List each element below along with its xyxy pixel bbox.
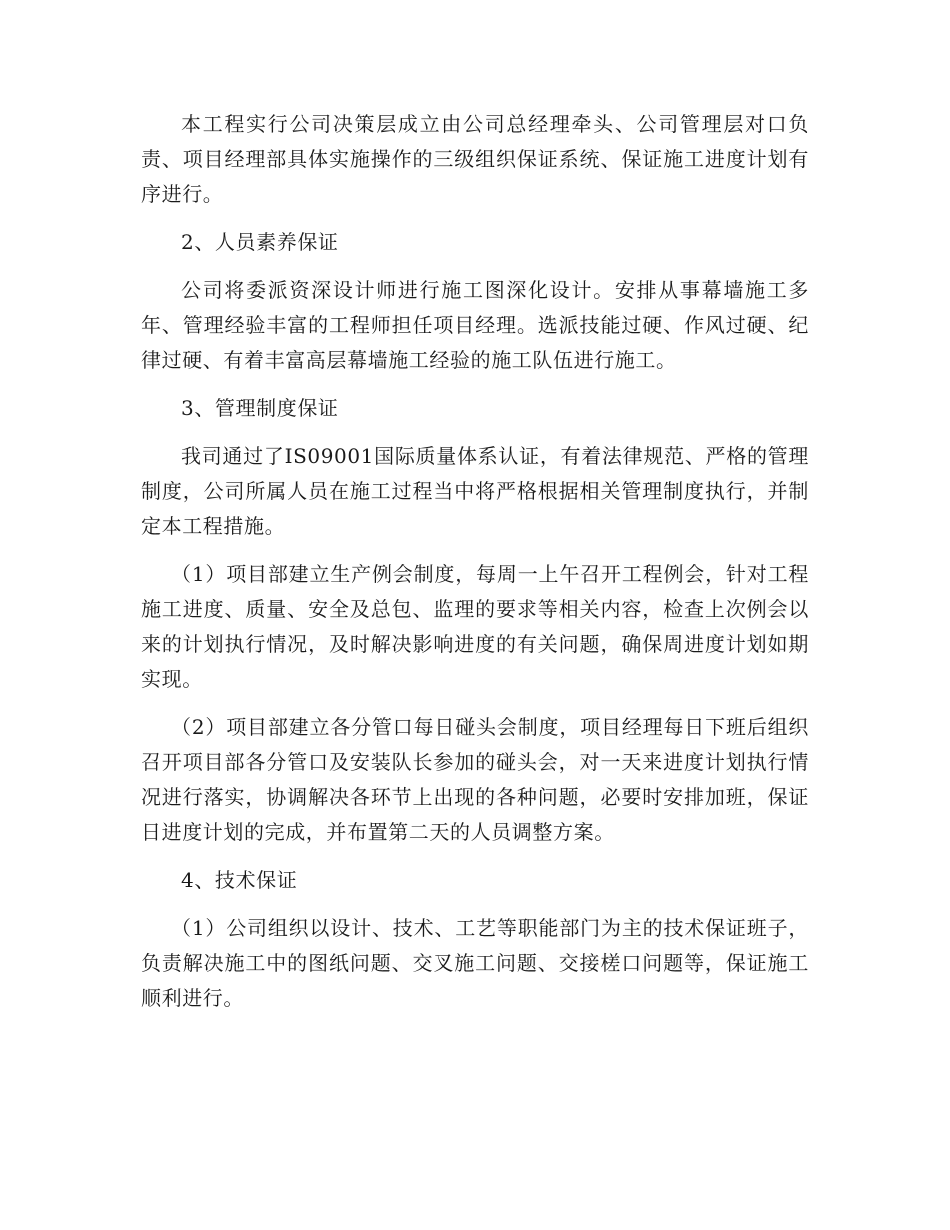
paragraph-management-system: 我司通过了IS09001国际质量体系认证，有着法律规范、严格的管理制度，公司所属人员在施工过程当中将严格根据相关管理制度执行，并制定本工程措施。 — [141, 444, 809, 538]
document-body — [141, 107, 809, 1029]
heading-personnel-quality: 2、人员素养保证 — [181, 230, 339, 254]
heading-technical-guarantee: 4、技术保证 — [181, 868, 298, 892]
list-item-daily-meeting: （2）项目部建立各分管口每日碰头会制度，项目经理每日下班后组织召开项目部各分管口及安装队长参加的碰头会，对一天来进度计划执行情况进行落实，协调解决各环节上出现的各种问题，必要时安排加班，保证日进度计划的完成，并布置第二天的人员调整方案。 — [141, 715, 809, 844]
list-item-technical-team: （1）公司组织以设计、技术、工艺等职能部门为主的技术保证班子，负责解决施工中的图纸问题、交叉施工问题、交接槎口问题等，保证施工顺利进行。 — [141, 916, 809, 1010]
heading-management-system: 3、管理制度保证 — [181, 396, 339, 420]
list-item-production-meeting: （1）项目部建立生产例会制度，每周一上午召开工程例会，针对工程施工进度、质量、安全及总包、监理的要求等相关内容，检查上次例会以来的计划执行情况，及时解决影响进度的有关问题，确保周进度计划如期实现。 — [141, 562, 809, 691]
paragraph-organization-guarantee: 本工程实行公司决策层成立由公司总经理牵头、公司管理层对口负责、项目经理部具体实施操作的三级组织保证系统、保证施工进度计划有序进行。 — [141, 112, 809, 206]
paragraph-personnel-quality: 公司将委派资深设计师进行施工图深化设计。安排从事幕墙施工多年、管理经验丰富的工程师担任项目经理。选派技能过硬、作风过硬、纪律过硬、有着丰富高层幕墙施工经验的施工队伍进行施工。 — [141, 278, 809, 372]
